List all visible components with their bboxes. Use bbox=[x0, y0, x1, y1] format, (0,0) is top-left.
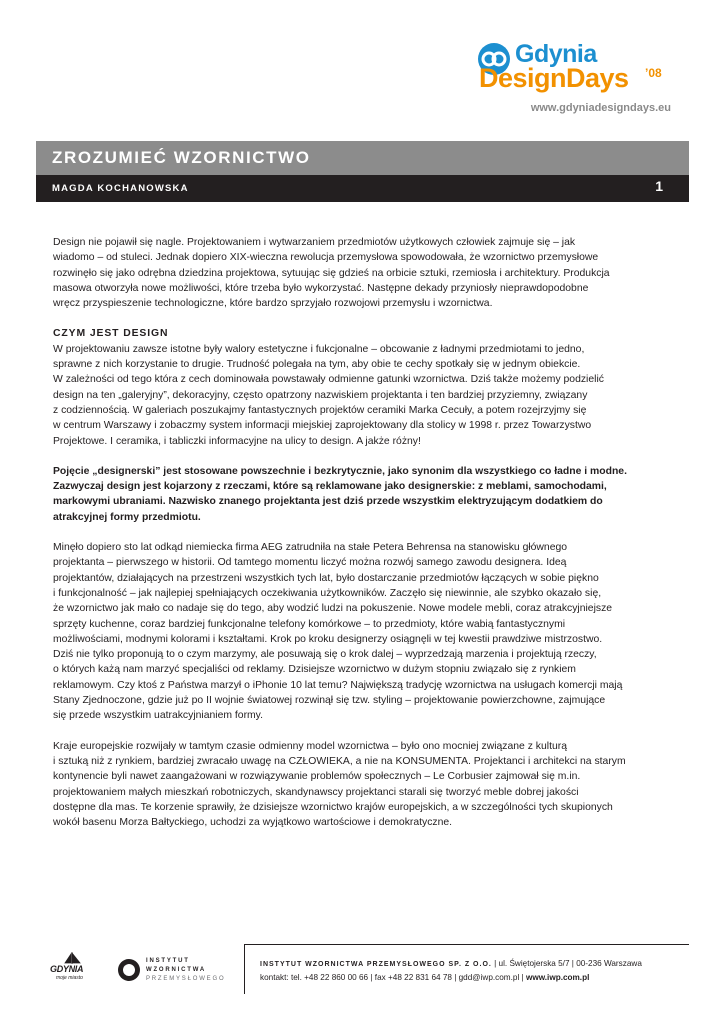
text-line: projektowaniem małych mieszkań robotniczych, skandynawscy projektanci starali się tworzyć meble dobrej jakości bbox=[53, 786, 579, 798]
contact-details: kontakt: tel. +48 22 860 00 66 | fax +48 22 831 64 78 | gdd@iwp.com.pl | bbox=[260, 973, 526, 982]
text-line: Design nie pojawił się nagle. Projektowaniem i wytwarzaniem przedmiotów użytkowych człowiek zajmuje się – jak bbox=[53, 237, 576, 248]
text-line: Kraje europejskie rozwijały w tamtym czasie odmienny model wzornictwa – było ono mocniej związane z kulturą bbox=[53, 740, 567, 752]
text-line: że wzornictwo jak mało co nadaje się do tego, aby wodzić ludzi na pokuszenie. Nowe modele mebli, coraz atrakcyjniejsze bbox=[53, 603, 613, 615]
text-line: rozwinęło się jako odrębna dziedzina projektowa, sytuując się gdzieś na orbicie sztuki, rzemiosła i architektury. Produkcja bbox=[53, 267, 610, 279]
iwp-logo-line: INSTYTUT bbox=[146, 958, 190, 964]
institute-name: INSTYTUT WZORNICTWA PRZEMYSŁOWEGO SP. Z O.O. bbox=[260, 961, 492, 968]
text-line: projektanta – pierwszego w historii. Od tamtego momentu liczyć można rozwój samego zawodu designera. Ideą bbox=[53, 557, 567, 569]
text-line: Projektowe. I ceramika, i tabliczki informacyjne na ulicy to design. A jakże różny! bbox=[53, 435, 421, 447]
text-line: W zależności od tego która z cech dominowała powstawały odmienne gatunki wzornictwa. Dziś także możemy podzielić bbox=[53, 374, 604, 386]
page-title: ZROZUMIEĆ WZORNICTWO bbox=[52, 148, 311, 167]
logo-year: ’08 bbox=[645, 66, 662, 80]
bold-paragraph bbox=[53, 464, 665, 525]
author-band bbox=[36, 175, 689, 202]
text-line: kontynencie byli nawet zaangażowani w rozwiązywanie problemów społecznych – Le Corbusier zajmował się m.in. bbox=[53, 771, 581, 783]
text-line: możliwościami, modnymi kolorami i kształtami. Krok po kroku designerzy osiągnęli w tej kwestii prawdziwe mistrzostwo. bbox=[53, 633, 603, 645]
iwp-logo-line: WZORNICTWA bbox=[146, 967, 206, 973]
aeg-paragraph bbox=[53, 540, 665, 724]
text-line: sprawne z nich korzystanie to drugie. Trudność polegała na tym, aby obie te cechy spotkały się w jednym obiekcie. bbox=[53, 359, 581, 371]
text-line: i funkcjonalność – jak najlepiej spełniających oczekiwania użytkowników. Zaczęło się niewinnie, ale szybko okazało się, bbox=[53, 587, 602, 599]
footer-address-line bbox=[260, 959, 642, 968]
text-line: Pojęcie „designerski” jest stosowane powszechnie i bezkrytycznie, jako synonim dla wszystkiego co ładne i modne. bbox=[53, 465, 627, 477]
text-line: sprzęty kuchenne, coraz bardziej funkcjonalne telefony komórkowe – to przedmioty, które wabią fantastycznymi bbox=[53, 618, 566, 630]
logo-gdynia-text: Gdynia bbox=[515, 40, 597, 68]
text-line: dostępne dla mas. Te korzenie sprawiły, że dzisiejsze wzornictwo krajów europejskich, a w szczególności tych skupionych bbox=[53, 801, 613, 813]
gdynia-logo-sub: moje miasto bbox=[56, 975, 83, 981]
text-line: wokół basenu Morza Bałtyckiego, uchodzi za wyjątkowo wartościowe i demokratyczne. bbox=[53, 817, 453, 829]
text-line: reklamowym. Czy ktoś z Państwa marzył o iPhonie 10 lat temu? Największą tradycję wzornictwa na usługach komercji mają bbox=[53, 679, 623, 691]
iwp-logo-line: PRZEMYSŁOWEGO bbox=[146, 976, 226, 982]
institute-address: | ul. Świętojerska 5/7 | 00-236 Warszawa bbox=[491, 959, 642, 968]
text-line: design na ten „galeryjny”, dekoracyjny, często opatrzony nazwiskiem projektanta i ten bardziej przyziemny, związany bbox=[53, 389, 588, 401]
text-line: wręcz przyspieszenie technologiczne, które bardzo sprzyjało rozwojowi przemysłu i wzornictwa. bbox=[53, 298, 493, 310]
author-name: MAGDA KOCHANOWSKA bbox=[52, 183, 189, 194]
logo-designdays-text: DesignDays bbox=[479, 63, 629, 93]
europe-paragraph bbox=[53, 739, 665, 831]
title-band bbox=[36, 141, 689, 175]
logo-url[interactable]: www.gdyniadesigndays.eu bbox=[530, 102, 671, 114]
text-line: W projektowaniu zawsze istotne były walory estetyczne i fukcjonalne – obcowanie z ładnymi przedmiotami to jedno, bbox=[53, 343, 585, 355]
gdynia-design-days-logo bbox=[471, 40, 671, 120]
text-line: Zazwyczaj design jest kojarzony z rzeczami, które są reklamowane jako designerskie: z meblami, samochodami, bbox=[53, 481, 607, 493]
text-line: wiadomo – od stuleci. Jednak dopiero XIX-wieczna rewolucja przemysłowa spowodowała, że wzornictwo przemysłowe bbox=[53, 252, 599, 264]
footer-contact-line bbox=[260, 973, 589, 982]
iwp-logo bbox=[118, 957, 238, 987]
article-body bbox=[53, 235, 665, 830]
text-line: i sztuką niż z rynkiem, bardziej zwracało uwagę na CZŁOWIEKA, a nie na KONSUMENTA. Projektanci i architekci na starym bbox=[53, 755, 626, 767]
text-line: atrakcyjnej formy przedmiotu. bbox=[53, 511, 201, 523]
iwp-circle-icon bbox=[118, 959, 140, 981]
text-line: Dziś nie tylko proponują to o czym marzymy, ale posuwają się o krok dalej – wyprzedzają marzenia i projektują rzeczy, bbox=[53, 649, 597, 661]
gdynia-logo-word: GDYNIA bbox=[50, 964, 84, 974]
section-paragraph bbox=[53, 342, 665, 449]
text-line: markowymi ubraniami. Nazwisko znanego projektanta jest dziś przede wszystkim elektryzującym dodatkiem do bbox=[53, 496, 603, 508]
text-line: z codziennością. W galeriach poszukajmy fantastycznych projektów ceramiki Marka Cecuły, a potem rozejrzyjmy się bbox=[53, 404, 587, 416]
page-number: 1 bbox=[655, 178, 663, 194]
text-line: się przede wszystkim uatrakcyjnianiem formy. bbox=[53, 710, 263, 722]
text-line: Stany Zjednoczone, gdzie już po II wojnie światowej rozwinął się tzw. styling – projektowanie powierzchowne, zajmujące bbox=[53, 695, 606, 707]
text-line: masowa otworzyła nowe możliwości, które trzeba było wykorzystać. Następne dekady przyniosły nieprawdopodobne bbox=[53, 282, 589, 294]
text-line: o których każą nam marzyć specjaliści od reklamy. Dzisiejsze wzornictwo w dużym stopniu związało się z rynkiem bbox=[53, 664, 576, 676]
website-link[interactable]: www.iwp.com.pl bbox=[525, 973, 590, 982]
footer-logos bbox=[48, 950, 238, 994]
gdynia-city-logo bbox=[48, 950, 96, 990]
footer-contact-box bbox=[244, 944, 689, 994]
section-heading: CZYM JEST DESIGN bbox=[53, 328, 169, 340]
text-line: Minęło dopiero sto lat odkąd niemiecka firma AEG zatrudniła na stałe Petera Behrensa na stanowisku głównego bbox=[53, 542, 568, 554]
text-line: projektantów, działających na przestrzeni wszystkich tych lat, było dostarczanie przedmiotów łączących w sobie piękno bbox=[53, 572, 599, 584]
intro-paragraph bbox=[53, 235, 665, 311]
text-line: w centrum Warszawy i zobaczmy system informacji miejskiej zaprojektowany dla stolicy w 1998 r. przez Towarzystwo bbox=[53, 420, 592, 432]
